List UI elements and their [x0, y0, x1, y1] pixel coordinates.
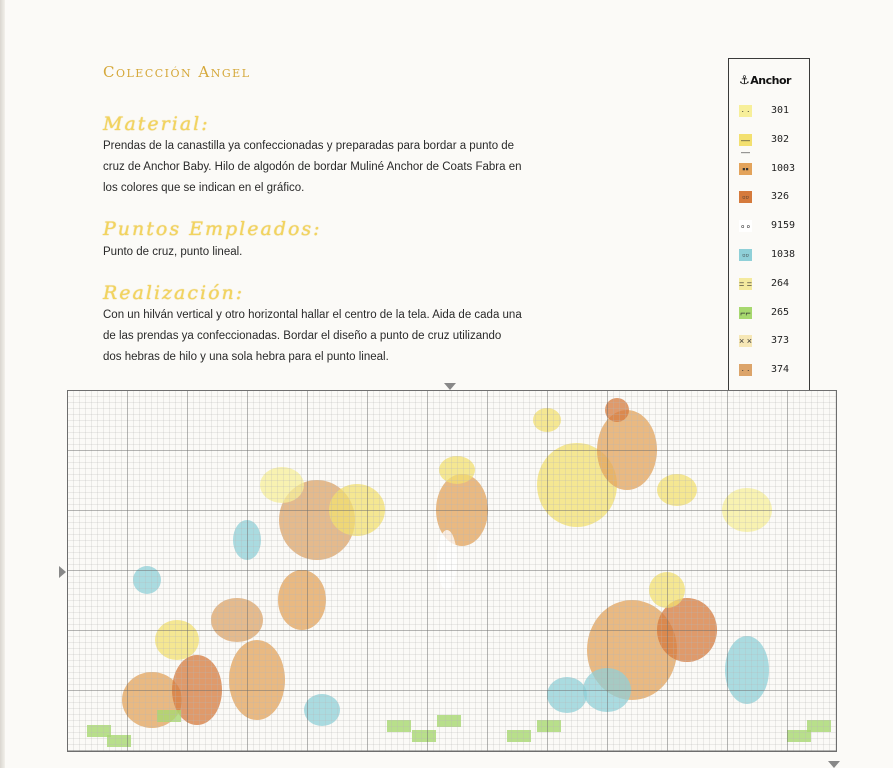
bottom-right-marker — [828, 761, 840, 768]
puntos-text: Punto de cruz, punto lineal. — [103, 246, 243, 258]
realizacion-heading: Realización: — [103, 282, 245, 304]
thread-code: 373 — [771, 335, 790, 347]
cross-stitch-chart — [67, 390, 837, 752]
thread-code: 265 — [771, 306, 790, 318]
thread-code: 1038 — [771, 249, 796, 260]
collection-title: Colección Angel — [103, 63, 251, 81]
legend-item-264 — [739, 278, 805, 292]
left-center-marker — [59, 566, 66, 578]
thread-code: 1003 — [771, 162, 796, 174]
legend-item-326 — [739, 191, 805, 205]
stitch-symbol-swatch: · · — [739, 105, 752, 117]
stitch-symbol-swatch: ⌐⌐ — [740, 307, 751, 318]
legend-item-1003 — [739, 163, 805, 177]
puntos-heading: Puntos Empleados: — [103, 218, 322, 240]
legend-item-265 — [739, 307, 805, 321]
stitch-symbol-swatch: × × — [739, 336, 753, 347]
thread-code: 374 — [771, 364, 790, 376]
legend-item-301 — [739, 105, 805, 119]
stitch-symbol-swatch: ▫▫ — [739, 249, 752, 261]
thread-code: 9159 — [771, 220, 796, 232]
legend-item-373 — [739, 335, 805, 349]
stitch-symbol-swatch: = = — [739, 278, 753, 289]
anchor-icon: ⚓ — [739, 73, 750, 87]
page-spine-shadow — [0, 0, 5, 768]
stitch-symbol-swatch: — — — [741, 134, 750, 157]
legend-item-374 — [739, 364, 805, 378]
legend-item-9159 — [739, 220, 805, 234]
top-center-marker — [444, 383, 456, 390]
realizacion-text: Con un hilván vertical y otro horizontal hallar el centro de la tela. Aida de cada una de las prendas ya confeccionadas. Bordar el diseño a punto de cruz utilizando dos hebras de hilo y una sola hebra para el punto lineal. — [103, 309, 522, 363]
thread-code: 302 — [771, 133, 790, 145]
stitch-symbol-swatch: ▫▫ — [739, 191, 752, 203]
thread-code: 264 — [771, 277, 790, 289]
material-text: Prendas de la canastilla ya confeccionadas y preparadas para bordar a punto de cruz de Anchor Baby. Hilo de algodón de bordar Muliné Anchor de Coats Fabra en los colores que se indican en el gráfico. — [103, 140, 522, 194]
stitch-symbol-swatch: ▪▪ — [739, 163, 752, 175]
brand-name: Anchor — [750, 74, 791, 87]
anchor-brand — [739, 73, 791, 87]
material-heading: Material: — [103, 113, 210, 135]
chart-grid — [67, 390, 837, 752]
legend-item-1038 — [739, 249, 805, 263]
thread-code: 301 — [771, 105, 790, 116]
thread-code: 326 — [771, 191, 790, 203]
legend-item-302 — [739, 133, 805, 157]
stitch-symbol-swatch: · · — [739, 364, 752, 376]
stitch-symbol-swatch: ∘∘ — [739, 221, 752, 232]
